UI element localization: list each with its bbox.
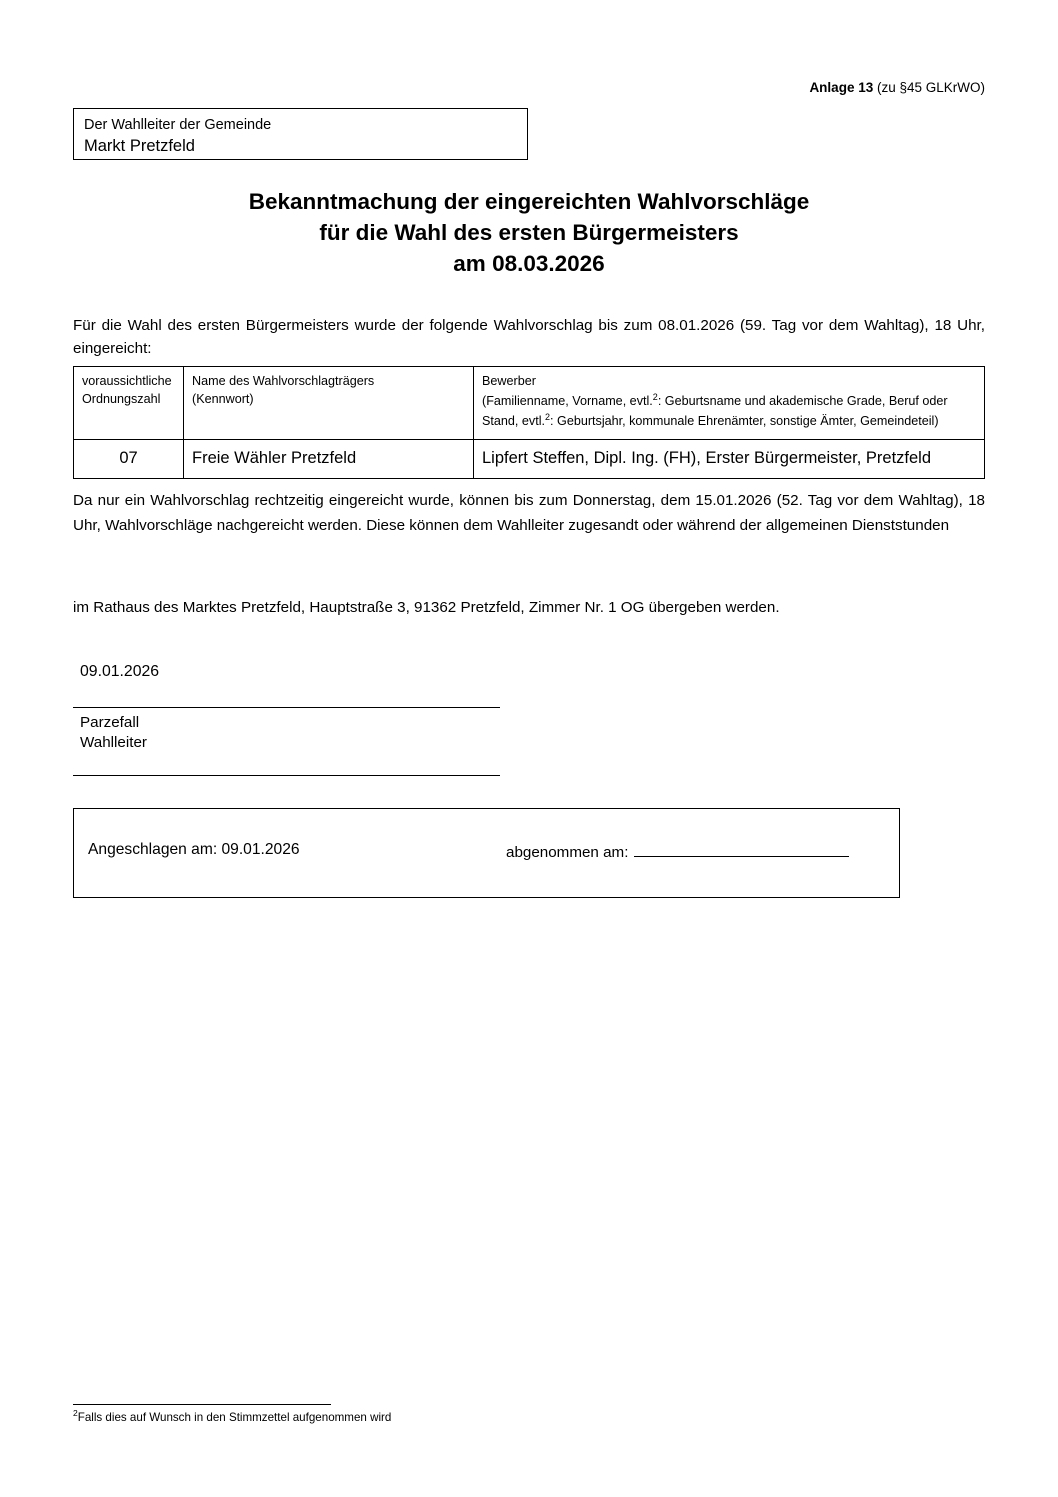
- authority-box: [73, 108, 528, 160]
- footnote-marker-inline-2: 2: [545, 411, 551, 422]
- removal-date-label: abgenommen am:: [506, 844, 629, 861]
- annex-reference: [809, 80, 985, 95]
- table-header-bewerber-line-3: [482, 411, 976, 431]
- table-header-bewerber-line-1: Bewerber: [482, 374, 536, 388]
- annex-reference-bold: Anlage 13: [809, 80, 874, 95]
- page-title-line-2: für die Wahl des ersten Bürgermeisters: [319, 220, 739, 246]
- table-header-ordnungszahl-line-1: voraussichtliche: [82, 374, 172, 388]
- footnote-marker: 2: [73, 1408, 78, 1418]
- proposal-table: [73, 366, 985, 479]
- cell-traeger: Freie Wähler Pretzfeld: [184, 440, 474, 479]
- signature-rule-bottom: [73, 775, 500, 776]
- bewerber-note-b: : Geburtsname und akademische Grade, Beruf oder: [657, 394, 948, 409]
- removal-date-blank[interactable]: [634, 842, 849, 857]
- intro-paragraph: Für die Wahl des ersten Bürgermeisters wurde der folgende Wahlvorschlag bis zum 08.01.2026 (59. Tag vor dem Wahltag), 18 Uhr, eingereicht:: [73, 317, 985, 357]
- table-header-traeger: [184, 367, 474, 440]
- table-row: [74, 440, 985, 479]
- location-paragraph: im Rathaus des Marktes Pretzfeld, Hauptstraße 3, 91362 Pretzfeld, Zimmer Nr. 1 OG übergeben werden.: [73, 599, 780, 616]
- page-title-line-3: am 08.03.2026: [453, 251, 605, 277]
- authority-label: Der Wahlleiter der Gemeinde: [84, 117, 272, 133]
- cell-ordnungszahl: 07: [74, 440, 184, 479]
- annex-reference-rest: (zu §45 GLKrWO): [873, 80, 985, 95]
- table-header-ordnungszahl-line-2: Ordnungszahl: [82, 391, 161, 406]
- page-title: [73, 186, 985, 279]
- table-header-traeger-line-1: Name des Wahlvorschlagträgers: [192, 374, 375, 388]
- signature-date: 09.01.2026: [80, 663, 160, 680]
- signature-block: [80, 713, 147, 753]
- table-header-row: [74, 367, 985, 440]
- table-header-ordnungszahl: [74, 367, 184, 440]
- signature-rule-top: [73, 707, 500, 708]
- signature-role: Wahlleiter: [80, 734, 147, 752]
- table-header-traeger-line-2: (Kennwort): [192, 391, 254, 406]
- bewerber-note-c: Stand, evtl.: [482, 414, 546, 429]
- footnote-text: Falls dies auf Wunsch in den Stimmzettel aufgenommen wird: [77, 1410, 392, 1424]
- footnote-marker-inline-1: 2: [652, 391, 658, 402]
- signature-name: Parzefall: [80, 714, 140, 731]
- followup-paragraph: Da nur ein Wahlvorschlag rechtzeitig eingereicht wurde, können bis zum Donnerstag, dem 15.01.2026 (52. Tag vor dem Wahltag), 18 Uhr, Wahlvorschläge nachgereicht werden. Diese können dem Wahlleiter zugesandt oder während der allgemeinen Dienststunden: [73, 492, 985, 534]
- footnote-separator: [73, 1404, 331, 1405]
- table-header-bewerber-line-2: [482, 391, 976, 411]
- removal-date-field: [506, 842, 849, 861]
- bewerber-note-a: (Familienname, Vorname, evtl.: [482, 394, 653, 409]
- cell-bewerber: Lipfert Steffen, Dipl. Ing. (FH), Erster Bürgermeister, Pretzfeld: [474, 440, 985, 479]
- authority-municipality: Markt Pretzfeld: [84, 136, 195, 155]
- bewerber-note-d: : Geburtsjahr, kommunale Ehrenämter, sonstige Ämter, Gemeindeteil): [550, 414, 939, 429]
- posting-date-label: Angeschlagen am: 09.01.2026: [88, 841, 300, 858]
- table-header-bewerber: [474, 367, 985, 440]
- page-title-line-1: Bekanntmachung der eingereichten Wahlvorschläge: [248, 189, 810, 214]
- posting-box: [73, 808, 900, 898]
- footnote: [73, 1408, 391, 1424]
